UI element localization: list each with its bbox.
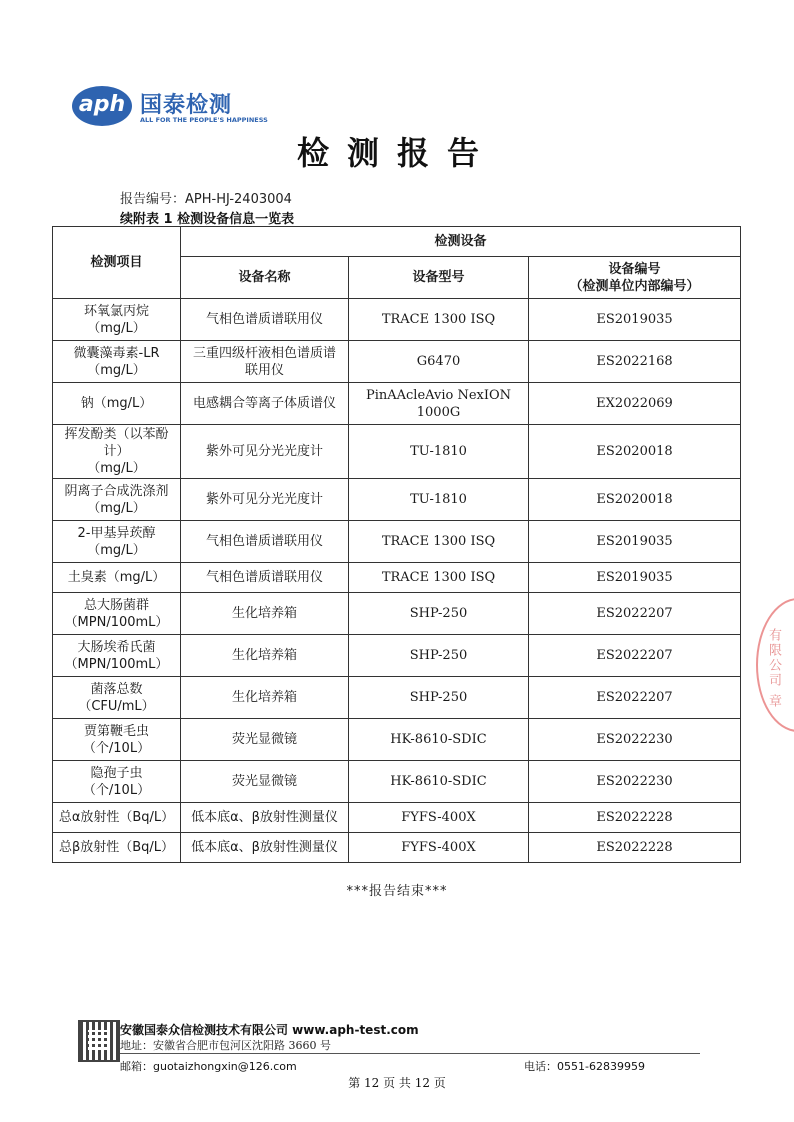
table-row	[53, 341, 741, 383]
cell-name: 低本底α、β放射性测量仪	[181, 803, 349, 833]
company-seal-stamp	[756, 598, 794, 732]
report-number: 报告编号：APH-HJ-2403004	[120, 192, 292, 207]
cell-name: 气相色谱质谱联用仪	[181, 521, 349, 563]
cell-code: ES2022230	[529, 761, 741, 803]
cell-model: TU-1810	[349, 479, 529, 521]
cell-model: SHP-250	[349, 677, 529, 719]
table-caption: 续附表 1 检测设备信息一览表	[120, 212, 295, 227]
cell-code: ES2022207	[529, 677, 741, 719]
table-row	[53, 479, 741, 521]
header-equipment-name: 设备名称	[181, 257, 349, 299]
cell-item: 环氧氯丙烷 （mg/L）	[53, 299, 181, 341]
table-row	[53, 563, 741, 593]
logo-mark: aph	[72, 86, 132, 126]
cell-code: EX2022069	[529, 383, 741, 425]
cell-item: 菌落总数 （CFU/mL）	[53, 677, 181, 719]
table-row	[53, 833, 741, 863]
cell-item: 2-甲基异莰醇 （mg/L）	[53, 521, 181, 563]
header-equipment-group: 检测设备	[181, 227, 741, 257]
cell-item: 总α放射性（Bq/L）	[53, 803, 181, 833]
cell-item: 挥发酚类（以苯酚计） （mg/L）	[53, 425, 181, 479]
footer-company: 安徽国泰众信检测技术有限公司 www.aph-test.com	[120, 1023, 419, 1037]
table-row	[53, 299, 741, 341]
cell-code: ES2022230	[529, 719, 741, 761]
cell-item: 贾第鞭毛虫 （个/10L）	[53, 719, 181, 761]
table-row	[53, 593, 741, 635]
cell-model: HK-8610-SDIC	[349, 761, 529, 803]
cell-name: 生化培养箱	[181, 593, 349, 635]
cell-model: PinAAcleAvio NexION 1000G	[349, 383, 529, 425]
cell-item: 阴离子合成洗涤剂 （mg/L）	[53, 479, 181, 521]
cell-name: 紫外可见分光光度计	[181, 425, 349, 479]
seal-text: 有限公司 章	[766, 628, 781, 710]
table-row	[53, 719, 741, 761]
header-equipment-model: 设备型号	[349, 257, 529, 299]
cell-item: 总β放射性（Bq/L）	[53, 833, 181, 863]
cell-model: FYFS-400X	[349, 833, 529, 863]
cell-item: 大肠埃希氏菌 （MPN/100mL）	[53, 635, 181, 677]
table-row	[53, 677, 741, 719]
cell-code: ES2019035	[529, 521, 741, 563]
cell-item: 微囊藻毒素-LR （mg/L）	[53, 341, 181, 383]
cell-name: 生化培养箱	[181, 635, 349, 677]
qr-code-icon	[78, 1020, 120, 1062]
footer-divider	[120, 1053, 700, 1054]
cell-code: ES2022228	[529, 833, 741, 863]
table-row	[53, 761, 741, 803]
header-item: 检测项目	[53, 227, 181, 299]
table-row	[53, 425, 741, 479]
cell-name: 电感耦合等离子体质谱仪	[181, 383, 349, 425]
table-body	[53, 299, 741, 863]
cell-model: SHP-250	[349, 593, 529, 635]
footer-email: 邮箱：guotaizhongxin@126.com	[120, 1060, 297, 1073]
cell-name: 气相色谱质谱联用仪	[181, 563, 349, 593]
cell-item: 土臭素（mg/L）	[53, 563, 181, 593]
cell-code: ES2020018	[529, 479, 741, 521]
cell-name: 荧光显微镜	[181, 719, 349, 761]
company-logo	[72, 86, 272, 128]
page-number: 第 12 页 共 12 页	[348, 1076, 446, 1090]
cell-model: SHP-250	[349, 635, 529, 677]
cell-code: ES2019035	[529, 563, 741, 593]
report-title: 检测报告	[296, 134, 497, 172]
cell-item: 钠（mg/L）	[53, 383, 181, 425]
cell-item: 隐孢子虫 （个/10L）	[53, 761, 181, 803]
cell-model: TRACE 1300 ISQ	[349, 299, 529, 341]
footer-phone: 电话：0551-62839959	[524, 1060, 645, 1073]
cell-name: 生化培养箱	[181, 677, 349, 719]
footer-address: 地址：安徽省合肥市包河区沈阳路 3660 号	[120, 1039, 331, 1052]
cell-model: TRACE 1300 ISQ	[349, 563, 529, 593]
cell-code: ES2022168	[529, 341, 741, 383]
cell-model: G6470	[349, 341, 529, 383]
cell-name: 荧光显微镜	[181, 761, 349, 803]
equipment-table	[52, 226, 741, 863]
cell-item: 总大肠菌群 （MPN/100mL）	[53, 593, 181, 635]
cell-name: 低本底α、β放射性测量仪	[181, 833, 349, 863]
cell-name: 紫外可见分光光度计	[181, 479, 349, 521]
cell-name: 气相色谱质谱联用仪	[181, 299, 349, 341]
cell-model: TU-1810	[349, 425, 529, 479]
cell-model: FYFS-400X	[349, 803, 529, 833]
table-row	[53, 383, 741, 425]
logo-name: 国泰检测	[140, 93, 233, 118]
table-row	[53, 803, 741, 833]
cell-code: ES2019035	[529, 299, 741, 341]
report-end-mark: ***报告结束***	[346, 884, 448, 899]
header-equipment-code: 设备编号 （检测单位内部编号）	[529, 257, 741, 299]
table-row	[53, 635, 741, 677]
cell-code: ES2020018	[529, 425, 741, 479]
table-row	[53, 521, 741, 563]
cell-name: 三重四级杆液相色谱质谱 联用仪	[181, 341, 349, 383]
cell-code: ES2022228	[529, 803, 741, 833]
cell-code: ES2022207	[529, 635, 741, 677]
cell-model: HK-8610-SDIC	[349, 719, 529, 761]
cell-code: ES2022207	[529, 593, 741, 635]
logo-slogan: ALL FOR THE PEOPLE'S HAPPINESS	[140, 116, 268, 124]
cell-model: TRACE 1300 ISQ	[349, 521, 529, 563]
